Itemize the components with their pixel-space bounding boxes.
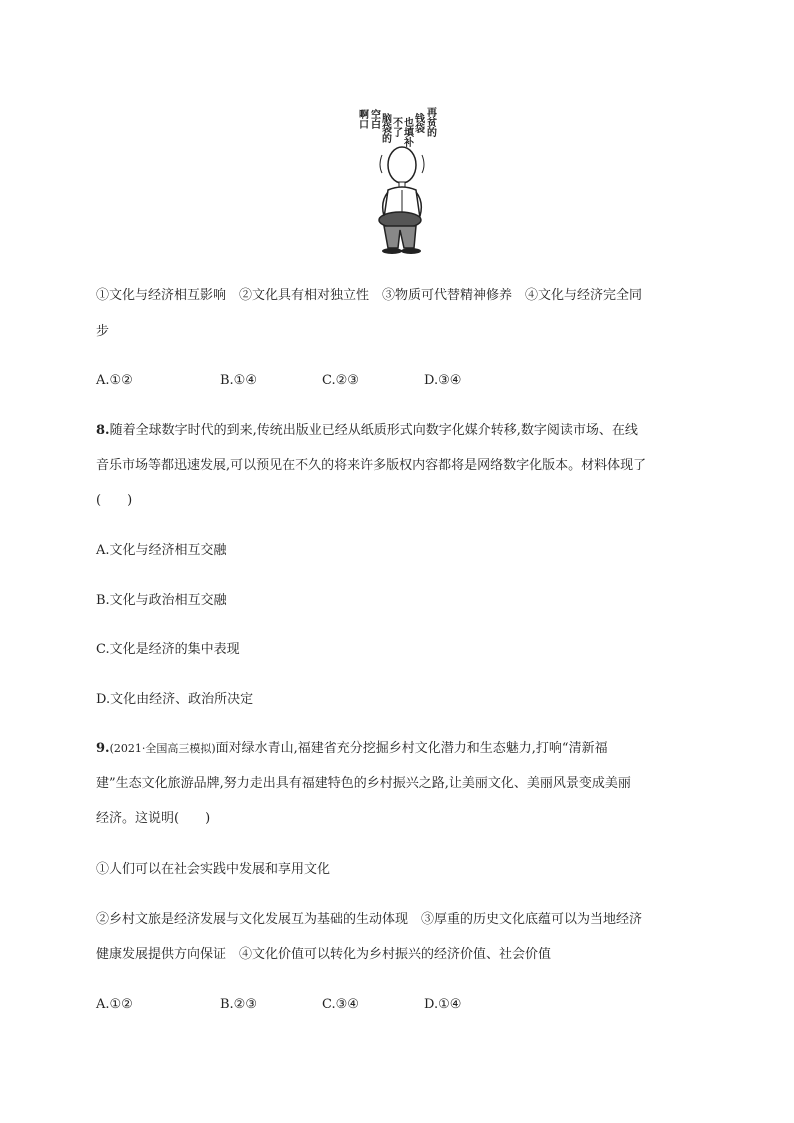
q7-statements-line2: 步: [96, 324, 110, 339]
q9-source: (2021·全国高三模拟): [109, 742, 216, 755]
cartoon-figure: [350, 95, 450, 260]
q7-option-b[interactable]: B.①④: [220, 373, 257, 388]
bubble-line-6: 空白: [368, 109, 380, 129]
q9-option-a[interactable]: A.①②: [96, 997, 133, 1012]
q8-stem-line3: ( ): [96, 493, 133, 508]
q9-statement2-line1: ②乡村文旅是经济发展与文化发展互为基础的生动体现 ③厚重的历史文化底蕴可以为当地经济: [96, 912, 643, 927]
bubble-line-5: 脑袋的: [379, 113, 391, 143]
q8-option-b[interactable]: B.文化与政治相互交融: [96, 593, 227, 608]
q9-option-b[interactable]: B.②③: [220, 997, 257, 1012]
q8-stem-line2: 音乐市场等都迅速发展,可以预见在不久的将来许多版权内容都将是网络数字化版本。材料体现了: [96, 458, 647, 473]
q9-option-d[interactable]: D.①④: [424, 997, 462, 1012]
q9-option-c[interactable]: C.③④: [322, 997, 359, 1012]
bubble-line-1: 再贫的: [424, 107, 436, 137]
q8-option-a[interactable]: A.文化与经济相互交融: [96, 543, 227, 558]
bubble-line-3: 也填补: [401, 117, 413, 147]
q7-option-c[interactable]: C.②③: [322, 373, 359, 388]
trousers-shape: [384, 226, 416, 248]
q7-statements-line1: ①文化与经济相互影响 ②文化具有相对独立性 ③物质可代替精神修养 ④文化与经济完全同: [96, 288, 643, 303]
q9-statement1: ①人们可以在社会实践中发展和享用文化: [96, 862, 331, 877]
q7-option-a[interactable]: A.①②: [96, 373, 133, 388]
bubble-line-4: 不了: [390, 117, 402, 137]
q9-stem-text1: 面对绿水青山,福建省充分挖掘乡村文化潜力和生态魅力,打响“清新福: [215, 741, 608, 756]
q8-option-c[interactable]: C.文化是经济的集中表现: [96, 642, 240, 657]
q9-stem-line1: [96, 740, 696, 758]
cartoon-speech-text: [357, 106, 437, 148]
q8-option-d[interactable]: D.文化由经济、政治所决定: [96, 692, 254, 707]
q9-stem-line2: 建”生态文化旅游品牌,努力走出具有福建特色的乡村振兴之路,让美丽文化、美丽风景变成美丽: [96, 776, 631, 791]
head-shape: [388, 147, 416, 183]
q9-number: 9.: [96, 741, 110, 756]
q8-stem-line1: [96, 422, 696, 440]
q8-number: 8.: [96, 423, 110, 438]
q8-stem-text1: 随着全球数字时代的到来,传统出版业已经从纸质形式向数字化媒介转移,数字阅读市场、在线: [109, 423, 638, 438]
q9-statement2-line2: 健康发展提供方向保证 ④文化价值可以转化为乡村振兴的经济价值、社会价值: [96, 947, 552, 962]
bubble-line-7: 啊口: [356, 109, 368, 129]
q7-option-d[interactable]: D.③④: [424, 373, 462, 388]
bubble-line-2: 钱袋: [412, 113, 424, 133]
q9-stem-line3: 经济。这说明( ): [96, 811, 211, 826]
